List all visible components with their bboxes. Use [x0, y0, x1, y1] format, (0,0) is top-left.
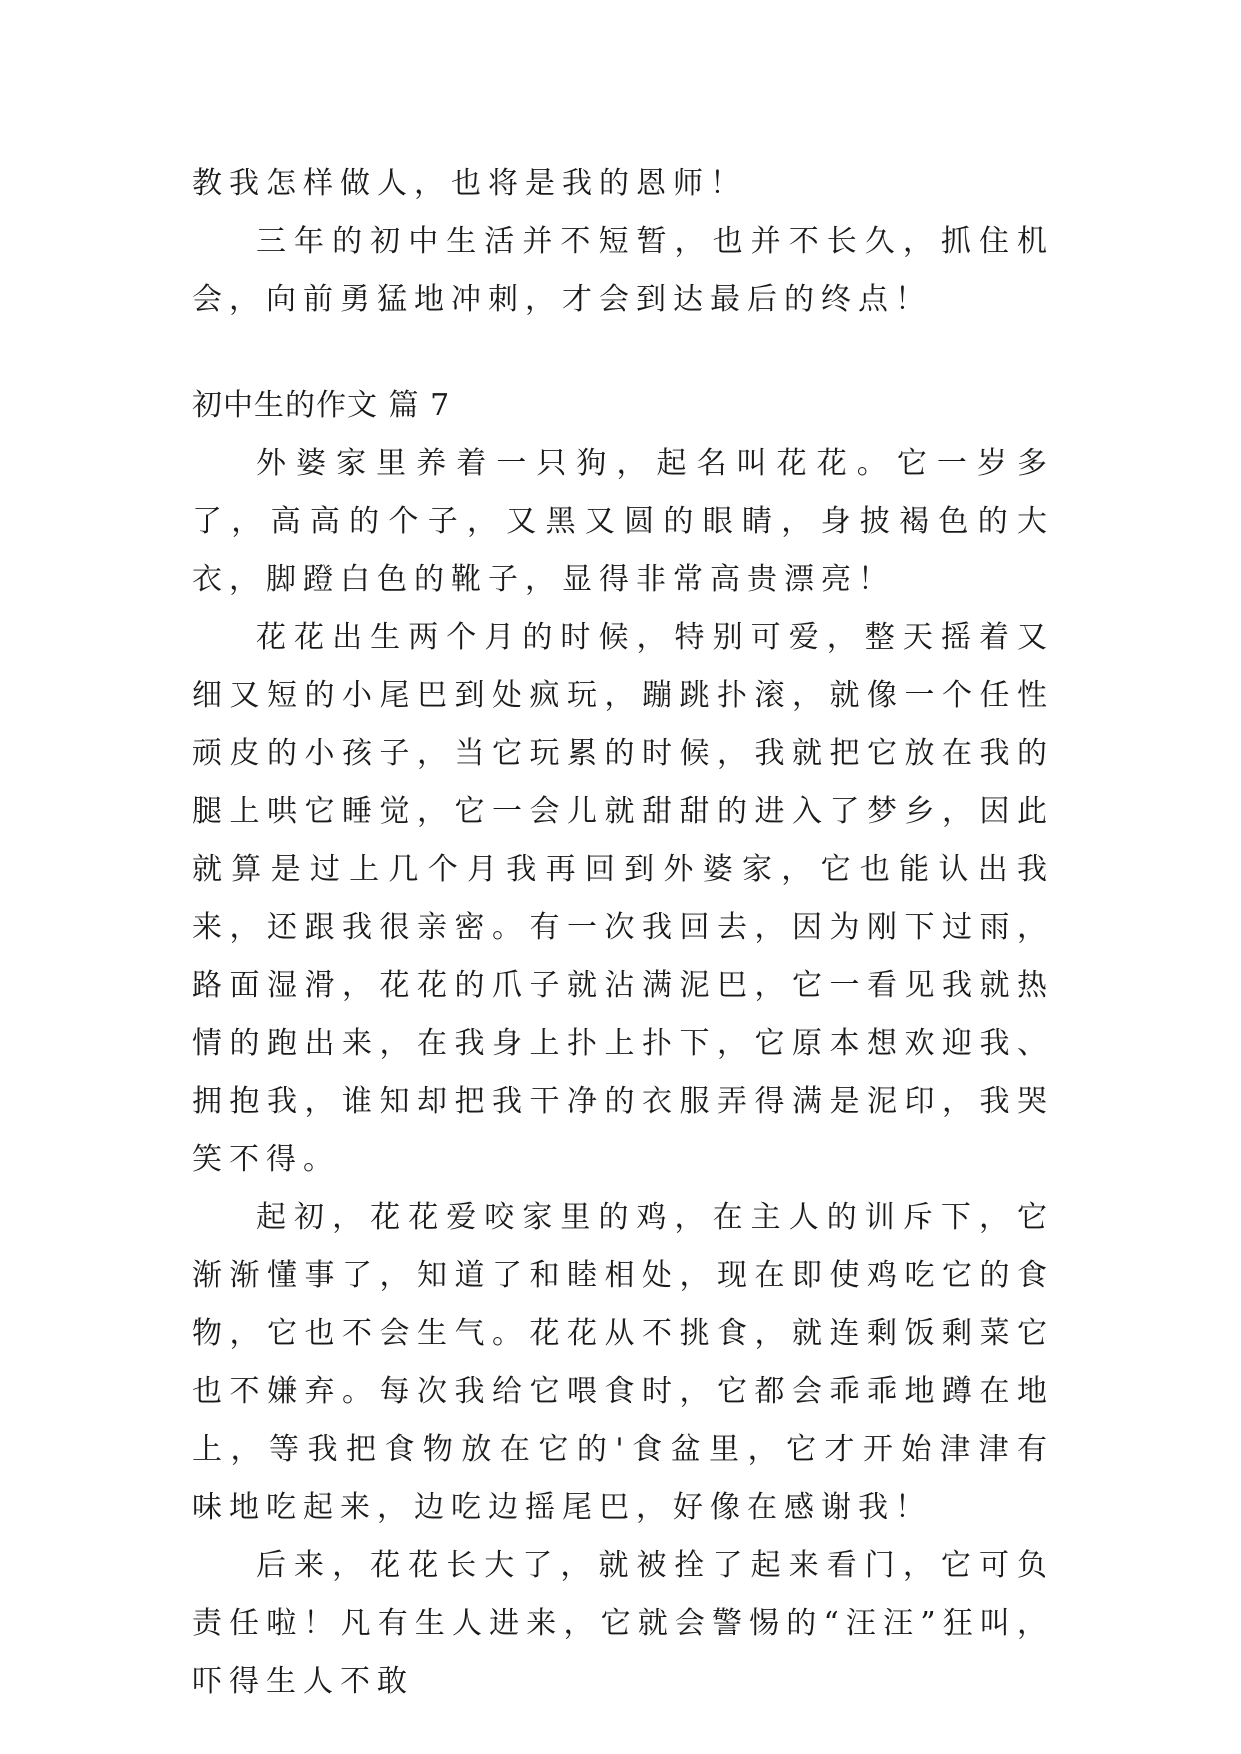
paragraph: 外婆家里养着一只狗，起名叫花花。它一岁多了，高高的个子，又黑又圆的眼睛，身披褐色的大衣，脚蹬白色的靴子，显得非常高贵漂亮！: [192, 446, 1054, 597]
section-heading: 初中生的作文 篇 7: [192, 388, 451, 423]
paragraph: 起初，花花爱咬家里的鸡，在主人的训斥下，它渐渐懂事了，知道了和睦相处，现在即使鸡吃它的食物，它也不会生气。花花从不挑食，就连剩饭剩菜它也不嫌弃。每次我给它喂食时，它都会乖乖地蹲在地上，等我把食物放在它的'食盆里，它才开始津津有味地吃起来，边吃边摇尾巴，好像在感谢我！: [192, 1200, 1054, 1525]
paragraph: 后来，花花长大了，就被拴了起来看门，它可负责任啦！凡有生人进来，它就会警惕的“汪汪”狂叫，吓得生人不敢: [192, 1548, 1054, 1699]
document-page: [192, 155, 1054, 1711]
paragraph: 花花出生两个月的时候，特别可爱，整天摇着又细又短的小尾巴到处疯玩，蹦跳扑滚，就像一个任性顽皮的小孩子，当它玩累的时候，我就把它放在我的腿上哄它睡觉，它一会儿就甜甜的进入了梦乡，因此就算是过上几个月我再回到外婆家，它也能认出我来，还跟我很亲密。有一次我回去，因为刚下过雨，路面湿滑，花花的爪子就沾满泥巴，它一看见我就热情的跑出来，在我身上扑上扑下，它原本想欢迎我、拥抱我，谁知却把我干净的衣服弄得满是泥印，我哭笑不得。: [192, 620, 1054, 1177]
paragraph-closing: 三年的初中生活并不短暂，也并不长久，抓住机会，向前勇猛地冲刺，才会到达最后的终点！: [192, 224, 1054, 317]
paragraph-continuation: 教我怎样做人，也将是我的恩师！: [192, 166, 747, 201]
